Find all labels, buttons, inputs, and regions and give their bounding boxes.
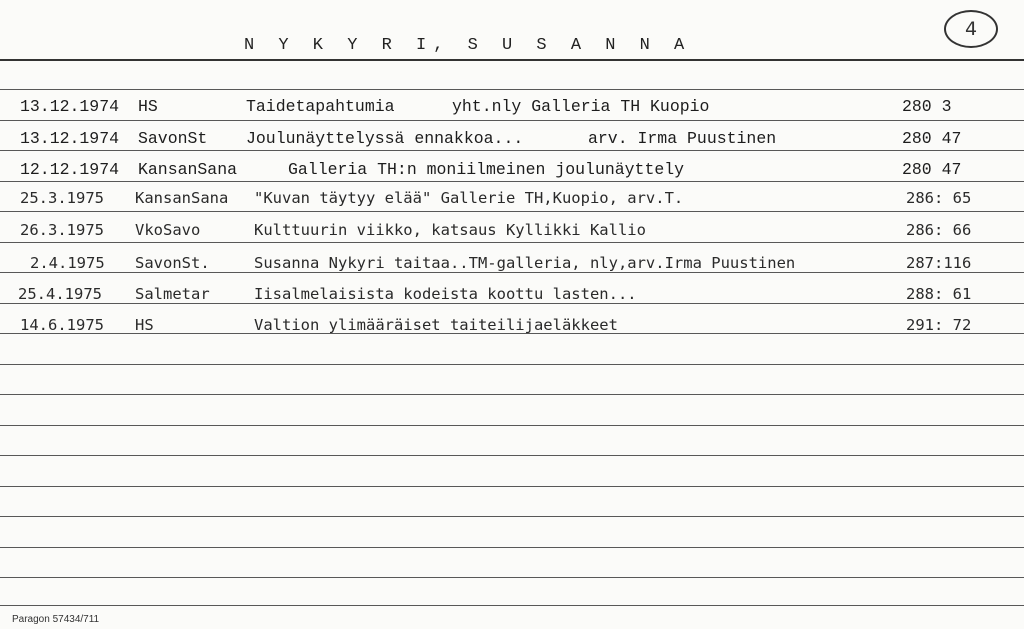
- ruled-line: [0, 486, 1024, 487]
- entry-title: Kulttuurin viikko, katsaus Kyllikki Kallio: [254, 221, 646, 239]
- entry-source: HS: [138, 97, 158, 116]
- ruled-line: [0, 455, 1024, 456]
- entry-ref: 288: 61: [906, 285, 972, 303]
- entry-title: Susanna Nykyri taitaa..TM-galleria, nly,arv.Irma Puustinen: [254, 254, 796, 272]
- entry-row: [0, 221, 1024, 245]
- ruled-line: [0, 89, 1024, 90]
- entry-ref: 280 47: [902, 129, 962, 148]
- entry-date: 25.3.1975: [20, 189, 104, 207]
- entry-source: SavonSt: [138, 129, 208, 148]
- entry-ref: 287:116: [906, 254, 972, 272]
- card-number-circle: 4: [944, 10, 998, 48]
- ruled-line: [0, 364, 1024, 365]
- entry-title: Valtion ylimääräiset taiteilijaeläkkeet: [254, 316, 618, 334]
- entry-date: 14.6.1975: [20, 316, 104, 334]
- entry-title: Iisalmelaisista kodeista koottu lasten...: [254, 285, 637, 303]
- entry-source: Salmetar: [135, 285, 210, 303]
- entry-row: [0, 160, 1024, 184]
- entry-title: "Kuvan täytyy elää" Gallerie TH,Kuopio, arv.T.: [254, 189, 684, 207]
- entry-ref: 280 3: [902, 97, 952, 116]
- entry-source: SavonSt.: [135, 254, 210, 272]
- entry-row: [0, 189, 1024, 213]
- entry-date: 26.3.1975: [20, 221, 104, 239]
- entry-date: 13.12.1974: [20, 97, 120, 116]
- entry-date: 2.4.1975: [30, 254, 105, 272]
- entry-source: KansanSana: [138, 160, 238, 179]
- entry-title: Joulunäyttelyssä ennakkoa...: [246, 129, 524, 148]
- entry-ref: 280 47: [902, 160, 962, 179]
- entry-date: 25.4.1975: [18, 285, 102, 303]
- ruled-line: [0, 394, 1024, 395]
- entry-title: Galleria TH:n moniilmeinen joulunäyttely: [288, 160, 685, 179]
- entry-note: yht.nly Galleria TH Kuopio: [452, 97, 710, 116]
- card-footer-print: Paragon 57434/711: [12, 614, 100, 625]
- entry-ref: 286: 65: [906, 189, 972, 207]
- entry-row: [0, 254, 1024, 278]
- ruled-line: [0, 577, 1024, 578]
- entry-date: 13.12.1974: [20, 129, 120, 148]
- entry-title: Taidetapahtumia: [246, 97, 395, 116]
- ruled-line: [0, 547, 1024, 548]
- entry-source: VkoSavo: [135, 221, 201, 239]
- ruled-line: [0, 605, 1024, 606]
- entry-row: [0, 316, 1024, 340]
- header-rule: [0, 59, 1024, 61]
- entry-date: 12.12.1974: [20, 160, 120, 179]
- entry-ref: 291: 72: [906, 316, 972, 334]
- card-title: N Y K Y R I, S U S A N N A: [244, 36, 692, 55]
- ruled-line: [0, 516, 1024, 517]
- entry-ref: 286: 66: [906, 221, 972, 239]
- entry-note: arv. Irma Puustinen: [588, 129, 777, 148]
- entry-row: [0, 285, 1024, 309]
- ruled-line: [0, 425, 1024, 426]
- entry-source: HS: [135, 316, 154, 334]
- entry-row: [0, 97, 1024, 121]
- entry-source: KansanSana: [135, 189, 229, 207]
- entry-row: [0, 129, 1024, 153]
